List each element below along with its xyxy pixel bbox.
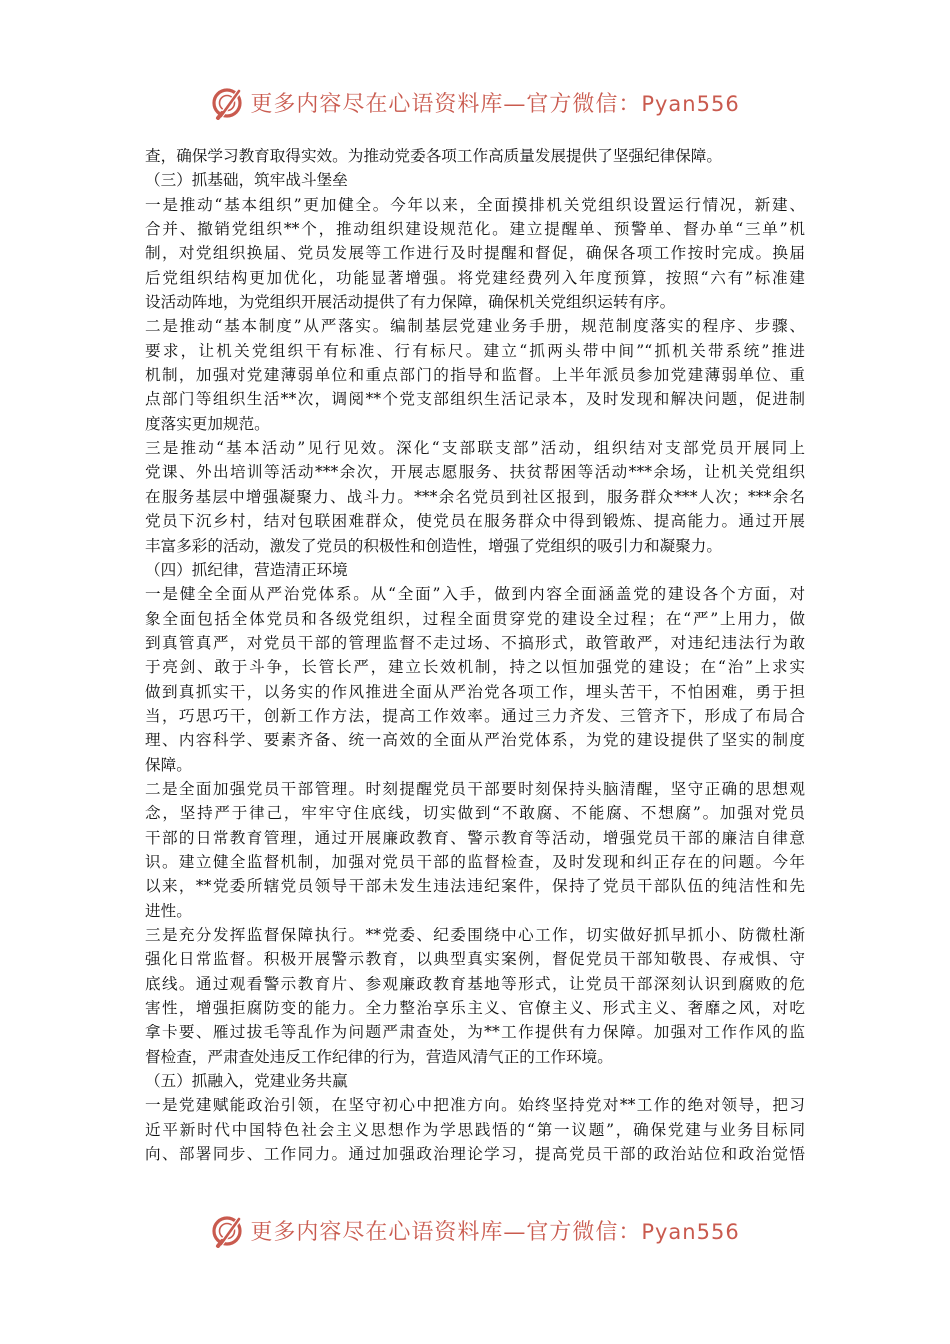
text-line: 以来，**党委所辖党员领导干部未发生违法违纪案件，保持了党员干部队伍的纯洁性和先: [145, 877, 805, 896]
section-heading: （三）抓基础，筑牢战斗堡垒: [145, 171, 348, 190]
text-line: 识。建立健全监督机制，加强对党员干部的监督检查，及时发现和纠正存在的问题。今年: [145, 852, 805, 871]
text-line: 进性。: [145, 901, 192, 920]
section-heading: （五）抓融入，党建业务共赢: [145, 1072, 348, 1091]
text-line: 查，确保学习教育取得实效。为推动党委各项工作高质量发展提供了坚强纪律保障。: [145, 147, 722, 165]
text-line: 要求，让机关党组织干有标准、行有标尺。建立“抓两头带中间”“抓机关带系统”推进: [145, 341, 805, 360]
text-line: 督检查，严肃查处违反工作纪律的行为，营造风清气正的工作环境。: [145, 1047, 613, 1066]
text-line: 制，对党组织换届、党员发展等工作进行及时提醒和督促，确保各项工作按时完成。换届: [145, 244, 805, 263]
brush-logo-icon: [210, 84, 246, 120]
text-line: 到真管真严，对党员干部的管理监督不走过场、不搞形式，敢管敢严，对违纪违法行为敢: [145, 633, 805, 652]
text-line: 一是党建赋能政治引领，在坚守初心中把准方向。始终坚持党对**工作的绝对领导，把习: [145, 1096, 805, 1115]
text-line: 当，巧思巧干，创新工作方法，提高工作效率。通过三力齐发、三管齐下，形成了布局合: [145, 706, 805, 725]
banner-text: 更多内容尽在心语资料库—官方微信：Pyan556: [250, 1219, 740, 1245]
text-line: 党课、外出培训等活动***余次，开展志愿服务、扶贫帮困等活动***余场，让机关党组织: [145, 463, 805, 482]
brush-logo-icon: [210, 1212, 246, 1248]
text-line: 底线。通过观看警示教育片、参观廉政教育基地等形式，让党员干部深刻认识到腐败的危: [145, 974, 805, 993]
text-line: 害性，增强拒腐防变的能力。全力整治享乐主义、官僚主义、形式主义、奢靡之风，对吃: [145, 999, 805, 1018]
text-line: 于亮剑、敢于斗争，长管长严，建立长效机制，持之以恒加强党的建设；在“治”上求实: [145, 658, 805, 677]
text-line: 保障。: [145, 755, 192, 774]
banner-text: 更多内容尽在心语资料库—官方微信：Pyan556: [250, 91, 740, 117]
text-line: 做到真抓实干，以务实的作风推进全面从严治党各项工作，埋头苦干，不怕困难，勇于担: [145, 682, 805, 701]
text-line: 点部门等组织生活**次，调阅**个党支部组织生活记录本，及时发现和解决问题，促进制: [145, 390, 805, 409]
text-line: 一是推动“基本组织”更加健全。今年以来，全面摸排机关党组织设置运行情况，新建、: [145, 195, 805, 214]
text-line: 三是充分发挥监督保障执行。**党委、纪委围绕中心工作，切实做好抓早抓小、防微杜渐: [145, 926, 805, 944]
text-line: 强化日常监督。积极开展警示教育，以典型真实案例，督促党员干部知敬畏、存戒惧、守: [145, 950, 805, 969]
text-line: 二是全面加强党员干部管理。时刻提醒党员干部要时刻保持头脑清醒，坚守正确的思想观: [145, 779, 805, 798]
text-line: 后党组织结构更加优化，功能显著增强。将党建经费列入年度预算，按照“六有”标准建: [145, 268, 805, 287]
text-line: 设活动阵地，为党组织开展活动提供了有力保障，确保机关党组织运转有序。: [145, 293, 676, 312]
document-body: [145, 144, 805, 1166]
footer-watermark-banner: [0, 1210, 950, 1250]
text-line: 理、内容科学、要素齐备、统一高效的全面从严治党体系，为党的建设提供了坚实的制度: [145, 731, 805, 750]
text-line: 丰富多彩的活动，激发了党员的积极性和创造性，增强了党组织的吸引力和凝聚力。: [145, 536, 722, 555]
text-line: 度落实更加规范。: [145, 414, 270, 433]
banner-handle: Pyan556: [641, 91, 740, 116]
banner-handle: Pyan556: [641, 1219, 740, 1244]
text-line: 向、部署同步、工作同力。通过加强政治理论学习，提高党员干部的政治站位和政治觉悟: [145, 1145, 805, 1164]
text-line: 二是推动“基本制度”从严落实。编制基层党建业务手册，规范制度落实的程序、步骤、: [145, 317, 805, 336]
section-heading: （四）抓纪律，营造清正环境: [145, 560, 348, 579]
text-line: 象全面包括全体党员和各级党组织，过程全面贯穿党的建设全过程；在“严”上用力，做: [145, 609, 805, 628]
text-line: 在服务基层中增强凝聚力、战斗力。***余名党员到社区报到，服务群众***人次；***余名: [145, 487, 805, 506]
text-line: 念，坚持严于律己，牢牢守住底线，切实做到“不敢腐、不能腐、不想腐”。加强对党员: [145, 804, 805, 823]
text-line: 三是推动“基本活动”见行见效。深化“支部联支部”活动，组织结对支部党员开展同上: [145, 439, 805, 458]
text-line: 近平新时代中国特色社会主义思想作为学思践悟的“第一议题”，确保党建与业务目标同: [145, 1120, 805, 1139]
text-line: 拿卡要、雁过拔毛等乱作为问题严肃查处，为**工作提供有力保障。加强对工作作风的监: [145, 1023, 805, 1042]
header-watermark-banner: [0, 82, 950, 122]
text-line: 合并、撤销党组织**个，推动组织建设规范化。建立提醒单、预警单、督办单“三单”机: [145, 220, 805, 239]
text-line: 党员下沉乡村，结对包联困难群众，使党员在服务群众中得到锻炼、提高能力。通过开展: [145, 512, 805, 531]
text-line: 干部的日常教育管理，通过开展廉政教育、警示教育等活动，增强党员干部的廉洁自律意: [145, 828, 805, 847]
text-line: 一是健全全面从严治党体系。从“全面”入手，做到内容全面涵盖党的建设各个方面，对: [145, 585, 805, 604]
text-line: 机制，加强对党建薄弱单位和重点部门的指导和监督。上半年派员参加党建薄弱单位、重: [145, 366, 805, 385]
